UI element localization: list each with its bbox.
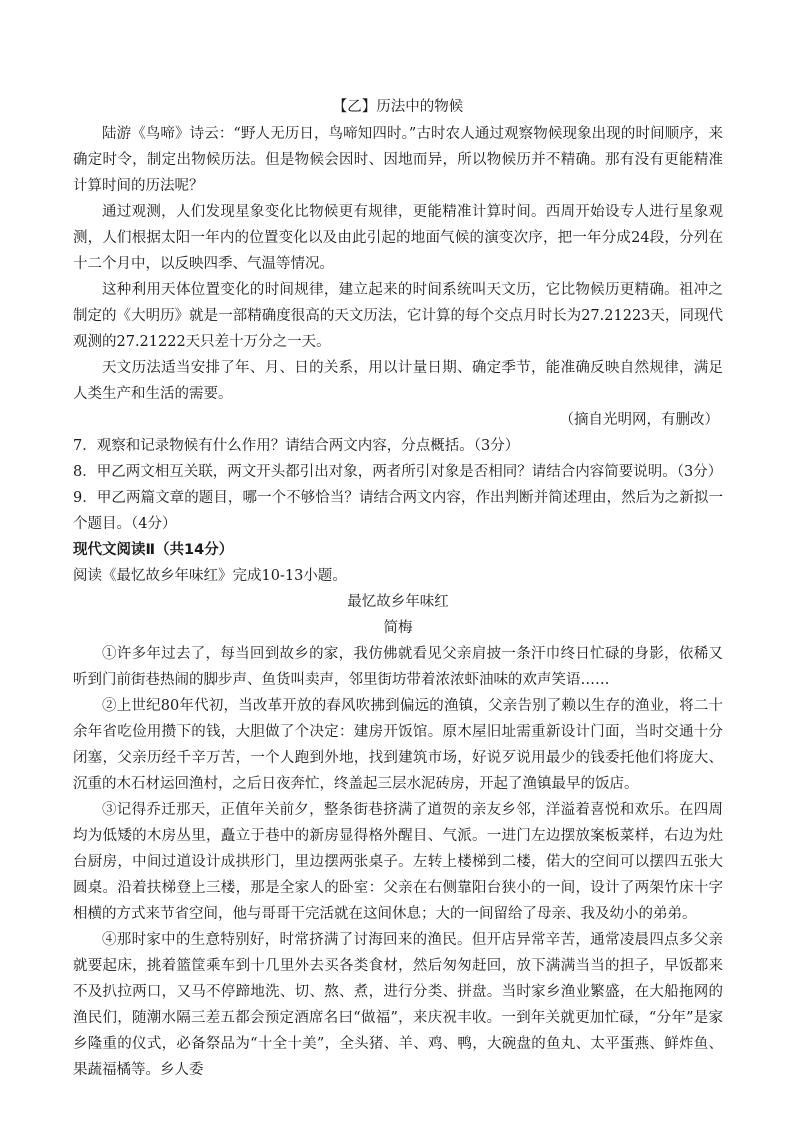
- source-citation: （摘自光明网，有删改）: [559, 412, 719, 428]
- section-yi-paragraph-2: 通过观测，人们发现星象变化比物候更有规律，更能精准计算时间。西周开始设专人进行星象观测，人们根据太阳一年内的位置变化以及由此引起的地面气候的演变次序，把一年分成24段，分列在十二个月中，以反映四季、气温等情况。: [73, 204, 723, 272]
- article-author: 简梅: [383, 620, 413, 636]
- question-9: 9．甲乙两篇文章的题目，哪一个不够恰当？请结合两文内容，作出判断并简述理由，然后为之新拟一个题目。（4分）: [73, 490, 723, 532]
- article-paragraph-4: ④那时家中的生意特别好，时常挤满了讨海回来的渔民。但开店异常辛苦，通常凌晨四点多父亲就要起床，挑着篮筐乘车到十几里外去买各类食材，然后匆匆赶回，放下满满当当的担子，早饭都来不及扒拉两口，又马不停蹄地洗、切、熬、煮，进行分类、拼盘。当时家乡渔业繁盛，在大船拖网的渔民们，随潮水隔三差五都会预定酒席名曰“做福”，来庆祝丰收。一到年关就更加忙碌，“分年”是家乡隆重的仪式，必备祭品为“十全十美”，全头猪、羊、鸡、鸭，大碗盘的鱼丸、太平蛋燕、鲜炸鱼、果蔬福橘等。乡人委: [73, 932, 723, 1078]
- document-page: [73, 96, 723, 1083]
- article-paragraph-1: ①许多年过去了，每当回到故乡的家，我仿佛就看见父亲肩披一条汗巾终日忙碌的身影，依稀又听到门前街巷热闹的脚步声、鱼货叫卖声，邻里街坊带着浓浓虾油味的欢声笑语……: [73, 646, 723, 688]
- question-8: 8．甲乙两文相互关联，两文开头都引出对象，两者所引对象是否相同？请结合内容简要说明。（3分）: [73, 464, 723, 480]
- article-title: 最忆故乡年味红: [347, 594, 449, 610]
- section-yi-paragraph-1: 陆游《鸟啼》诗云：“野人无历日，鸟啼知四时。”古时农人通过观察物候现象出现的时间顺序，来确定时令，制定出物候历法。但是物候会因时、因地而异，所以物候历并不精确。那有没有更能精准计算时间的历法呢？: [73, 126, 723, 194]
- section-yi-paragraph-4: 天文历法适当安排了年、月、日的关系，用以计量日期、确定季节，能准确反映自然规律，满足人类生产和生活的需要。: [73, 360, 723, 402]
- section-yi-paragraph-3: 这种利用天体位置变化的时间规律，建立起来的时间系统叫天文历，它比物候历更精确。祖冲之制定的《大明历》就是一部精确度很高的天文历法，它计算的每个交点月时长为27.21223天，同现代观测的27.21222天只差十万分之一天。: [73, 282, 723, 350]
- article-paragraph-2: ②上世纪80年代初，当改革开放的春风吹拂到偏远的渔镇，父亲告别了赖以生存的渔业，将二十余年省吃俭用攒下的钱，大胆做了个决定：建房开饭馆。原木屋旧址需重新设计门面，当时交通十分闭塞，父亲历经千辛万苦，一个人跑到外地，找到建筑市场，好说歹说用最少的钱委托他们将庞大、沉重的木石材运回渔村，之后日夜奔忙，终盖起三层水泥砖房，开起了渔镇最早的饭店。: [73, 698, 723, 792]
- modern-reading-intro: 阅读《最忆故乡年味红》完成10-13小题。: [73, 568, 347, 584]
- question-7: 7．观察和记录物候有什么作用？请结合两文内容，分点概括。（3分）: [73, 438, 520, 454]
- article-paragraph-3: ③记得乔迁那天，正值年关前夕，整条街巷挤满了道贺的亲友乡邻，洋溢着喜悦和欢乐。在四周均为低矮的木房丛里，矗立于巷中的新房显得格外醒目、气派。一进门左边摆放案板菜样，右边为灶台厨房，中间过道设计成拱形门，里边摆两张桌子。左转上楼梯到二楼，偌大的空间可以摆四五张大圆桌。沿着扶梯登上三楼，那是全家人的卧室：父亲在右侧靠阳台狭小的一间，设计了两架竹床十字相横的方式来节省空间，他与哥哥干完活就在这间休息；大的一间留给了母亲、我及幼小的弟弟。: [73, 802, 723, 922]
- modern-reading-heading: 现代文阅读Ⅱ（共14分）: [73, 542, 234, 558]
- section-yi-title: 【乙】历法中的物候: [332, 99, 464, 115]
